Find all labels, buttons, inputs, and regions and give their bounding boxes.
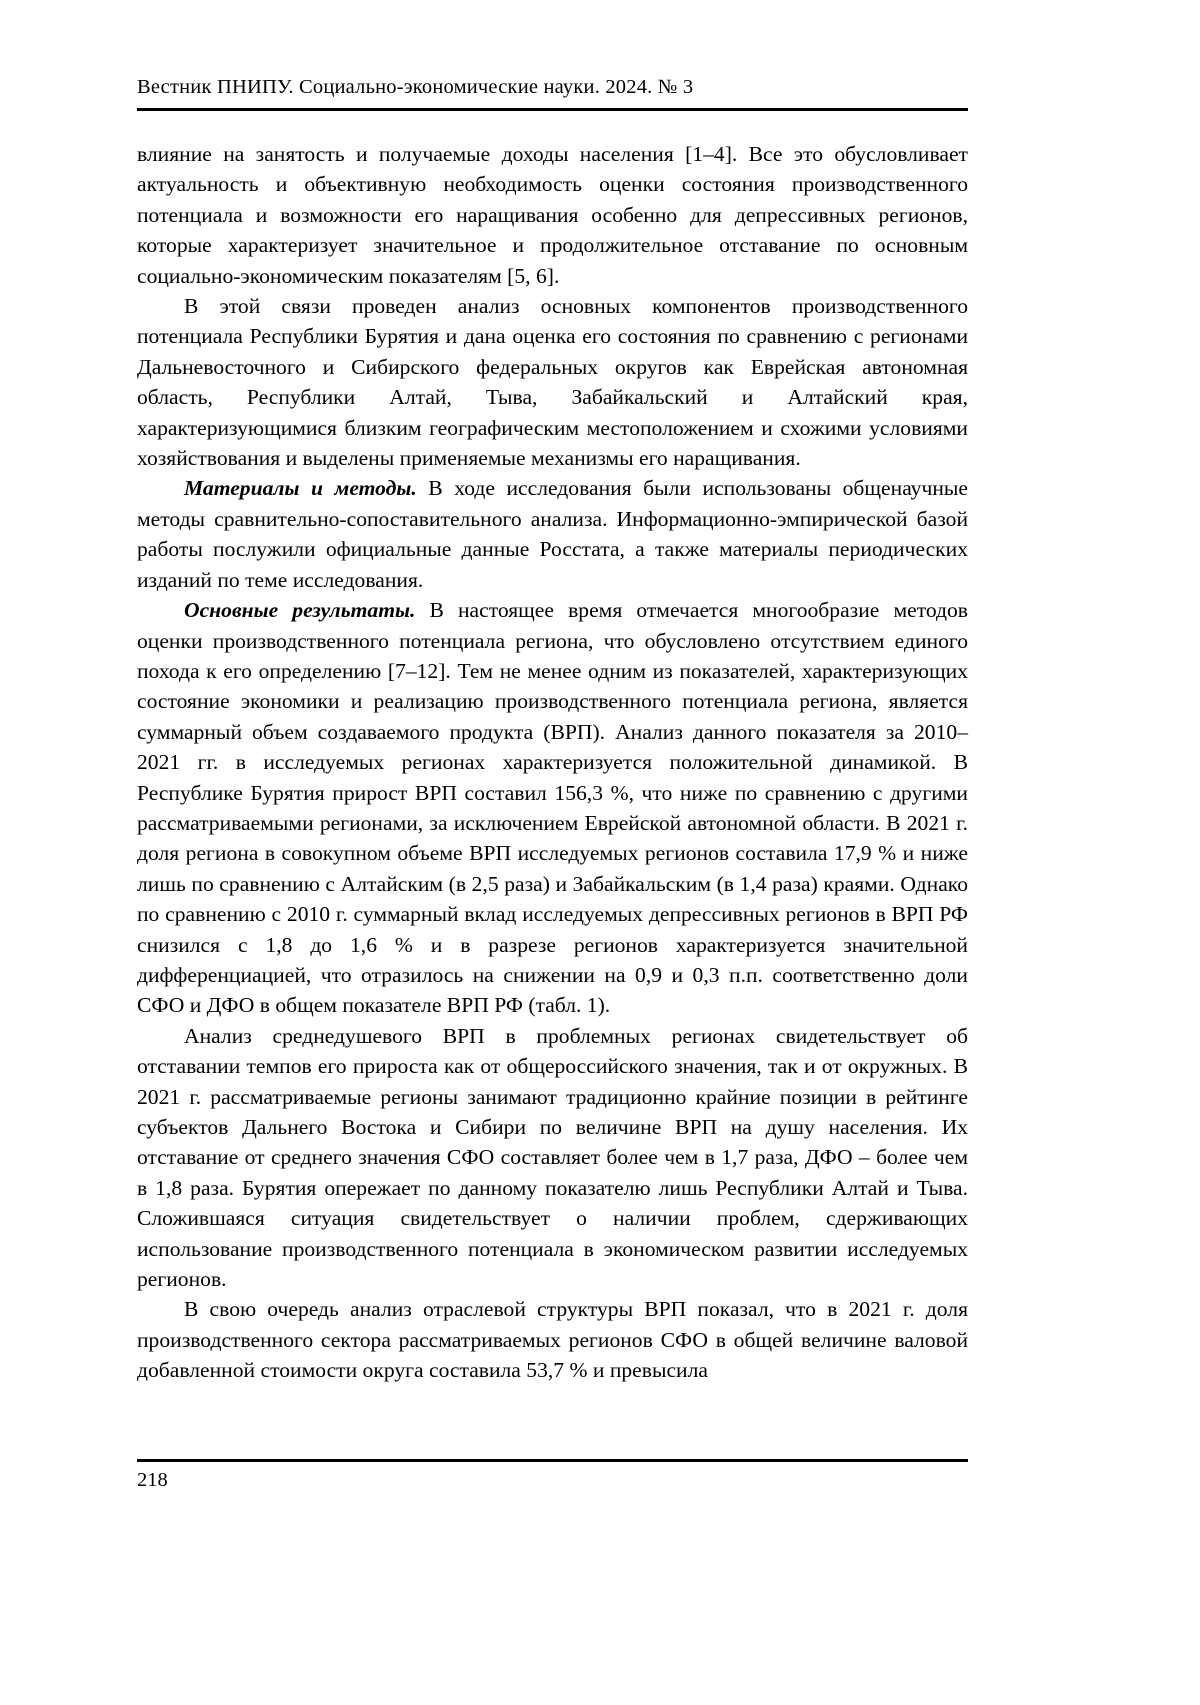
paragraph-text: В ходе исследования были использованы общенаучные методы сравнительно-сопоставительного анализа. Информационно-эмпирической базой работы послужили официальные данные Росстата, а также материалы периодических изданий по теме исследования.: [137, 476, 968, 592]
paragraph: [137, 139, 968, 291]
paragraph-text: В этой связи проведен анализ основных компонентов производственного потенциала Республики Бурятия и дана оценка его состояния по сравнению с регионами Дальневосточного и Сибирского федеральных округов как Еврейская автономная область, Республики Алтай, Тыва, Забайкальский и Алтайский края, характеризующимися близким географическим местоположением и схожими условиями хозяйствования и выделены применяемые механизмы его наращивания.: [137, 294, 968, 471]
paragraph-lead-materials-methods: Материалы и методы.: [184, 476, 417, 501]
article-body: [137, 139, 968, 1386]
paragraph-text: В свою очередь анализ отраслевой структуры ВРП показал, что в 2021 г. доля производственного сектора рассматриваемых регионов СФО в общей величине валовой добавленной стоимости округа составила 53,7 % и превысила: [137, 1297, 968, 1383]
paragraph: [137, 291, 968, 473]
page-footer: [137, 1459, 968, 1492]
paragraph: [137, 1294, 968, 1385]
paragraph-text: Анализ среднедушевого ВРП в проблемных регионах свидетельствует об отставании темпов его прироста как от общероссийского значения, так и от окружных. В 2021 г. рассматриваемые регионы занимают традиционно крайние позиции в рейтинге субъектов Дальнего Востока и Сибири по величине ВРП на душу населения. Их отставание от среднего значения СФО составляет более чем в 1,7 раза, ДФО – более чем в 1,8 раза. Бурятия опережает по данному показателю лишь Республики Алтай и Тыва. Сложившаяся ситуация свидетельствует о наличии проблем, сдерживающих использование производственного потенциала в экономическом развитии исследуемых регионов.: [137, 1023, 968, 1292]
paragraph-lead-main-results: Основные результаты.: [184, 598, 416, 623]
paragraph: [137, 595, 968, 1021]
paragraph: [137, 473, 968, 595]
paragraph: [137, 1021, 968, 1295]
paragraph-text: влияние на занятость и получаемые доходы населения [1–4]. Все это обусловливает актуальность и объективную необходимость оценки состояния производственного потенциала и возможности его наращивания особенно для депрессивных регионов, которые характеризует значительное и продолжительное отставание по основным социально-экономическим показателям [5, 6].: [137, 142, 968, 288]
page-number: 218: [137, 1469, 168, 1491]
journal-title: Вестник ПНИПУ. Социально-экономические науки. 2024. № 3: [137, 76, 694, 98]
paragraph-text: В настоящее время отмечается многообразие методов оценки производственного потенциала региона, что обусловлено отсутствием единого похода к его определению [7–12]. Тем не менее одним из показателей, характеризующих состояние экономики и реализацию производственного потенциала региона, является суммарный объем создаваемого продукта (ВРП). Анализ данного показателя за 2010–2021 гг. в исследуемых регионах характеризуется положительной динамикой. В Республике Бурятия прирост ВРП составил 156,3 %, что ниже по сравнению с другими рассматриваемыми регионами, за исключением Еврейской автономной области. В 2021 г. доля региона в совокупном объеме ВРП исследуемых регионов составила 17,9 % и ниже лишь по сравнению с Алтайским (в 2,5 раза) и Забайкальским (в 1,4 раза) краями. Однако по сравнению с 2010 г. суммарный вклад исследуемых депрессивных регионов в ВРП РФ снизился с 1,8 до 1,6 % и в разрезе регионов характеризуется значительной дифференциацией, что отразилось на снижении на 0,9 и 0,3 п.п. соответственно доли СФО и ДФО в общем показателе ВРП РФ (табл. 1).: [137, 598, 968, 1018]
running-head: [137, 76, 968, 111]
